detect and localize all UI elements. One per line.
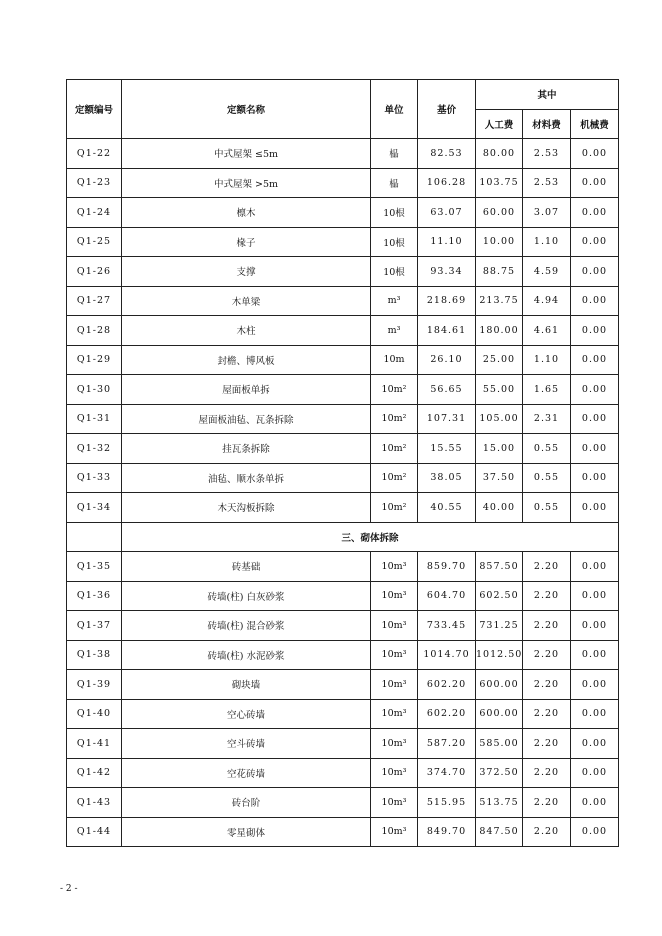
row-name: 砖基础 <box>122 552 371 582</box>
section-title: 三、砌体拆除 <box>122 522 619 552</box>
row-code: Q1-35 <box>67 552 122 582</box>
row-labor: 847.50 <box>476 817 523 847</box>
table-row <box>67 493 619 523</box>
row-labor: 88.75 <box>476 257 523 287</box>
row-material: 2.53 <box>523 139 571 169</box>
row-unit: 榀 <box>371 168 418 198</box>
row-labor: 602.50 <box>476 581 523 611</box>
row-material: 4.94 <box>523 286 571 316</box>
row-labor: 213.75 <box>476 286 523 316</box>
row-name: 砖台阶 <box>122 788 371 818</box>
row-base-price: 587.20 <box>418 729 476 759</box>
row-name: 挂瓦条拆除 <box>122 434 371 464</box>
row-name: 木天沟板拆除 <box>122 493 371 523</box>
row-unit: 10m² <box>371 375 418 405</box>
row-machine: 0.00 <box>571 640 619 670</box>
table-row <box>67 758 619 788</box>
row-code: Q1-30 <box>67 375 122 405</box>
row-code: Q1-27 <box>67 286 122 316</box>
table-row <box>67 670 619 700</box>
row-machine: 0.00 <box>571 198 619 228</box>
table-row <box>67 552 619 582</box>
table-row <box>67 168 619 198</box>
row-code: Q1-43 <box>67 788 122 818</box>
row-name: 檩木 <box>122 198 371 228</box>
row-code: Q1-38 <box>67 640 122 670</box>
row-name: 椽子 <box>122 227 371 257</box>
row-material: 1.10 <box>523 345 571 375</box>
row-name: 中式屋架 >5m <box>122 168 371 198</box>
header-machine: 机械费 <box>571 109 619 139</box>
row-machine: 0.00 <box>571 817 619 847</box>
row-code: Q1-22 <box>67 139 122 169</box>
row-machine: 0.00 <box>571 227 619 257</box>
row-code: Q1-41 <box>67 729 122 759</box>
table-row <box>67 257 619 287</box>
row-unit: 10m³ <box>371 699 418 729</box>
row-name: 木柱 <box>122 316 371 346</box>
row-material: 2.20 <box>523 552 571 582</box>
row-labor: 180.00 <box>476 316 523 346</box>
row-name: 空花砖墙 <box>122 758 371 788</box>
row-material: 3.07 <box>523 198 571 228</box>
row-labor: 15.00 <box>476 434 523 464</box>
row-name: 砌块墙 <box>122 670 371 700</box>
row-code: Q1-26 <box>67 257 122 287</box>
row-machine: 0.00 <box>571 345 619 375</box>
row-material: 0.55 <box>523 493 571 523</box>
row-base-price: 374.70 <box>418 758 476 788</box>
row-material: 2.20 <box>523 581 571 611</box>
header-of-which: 其中 <box>476 80 619 110</box>
table-row <box>67 788 619 818</box>
row-unit: 10m³ <box>371 640 418 670</box>
table-row <box>67 345 619 375</box>
row-unit: 10m³ <box>371 758 418 788</box>
row-base-price: 849.70 <box>418 817 476 847</box>
row-machine: 0.00 <box>571 168 619 198</box>
row-unit: 10m <box>371 345 418 375</box>
row-unit: 10m³ <box>371 817 418 847</box>
header-base-price: 基价 <box>418 80 476 139</box>
row-labor: 513.75 <box>476 788 523 818</box>
row-base-price: 1014.70 <box>418 640 476 670</box>
row-material: 1.10 <box>523 227 571 257</box>
row-machine: 0.00 <box>571 434 619 464</box>
row-code: Q1-44 <box>67 817 122 847</box>
row-unit: 10根 <box>371 257 418 287</box>
row-machine: 0.00 <box>571 463 619 493</box>
row-material: 2.20 <box>523 611 571 641</box>
row-unit: 10根 <box>371 198 418 228</box>
table-row <box>67 375 619 405</box>
row-machine: 0.00 <box>571 493 619 523</box>
row-labor: 55.00 <box>476 375 523 405</box>
row-name: 屋面板油毡、瓦条拆除 <box>122 404 371 434</box>
table-row <box>67 817 619 847</box>
row-code: Q1-24 <box>67 198 122 228</box>
table-row <box>67 434 619 464</box>
row-code: Q1-25 <box>67 227 122 257</box>
row-labor: 10.00 <box>476 227 523 257</box>
row-code: Q1-31 <box>67 404 122 434</box>
row-base-price: 11.10 <box>418 227 476 257</box>
row-labor: 80.00 <box>476 139 523 169</box>
row-name: 零星砌体 <box>122 817 371 847</box>
row-machine: 0.00 <box>571 788 619 818</box>
row-labor: 600.00 <box>476 699 523 729</box>
row-machine: 0.00 <box>571 670 619 700</box>
row-unit: m³ <box>371 316 418 346</box>
section-code-cell <box>67 522 122 552</box>
row-unit: 榀 <box>371 139 418 169</box>
row-base-price: 602.20 <box>418 670 476 700</box>
table-row <box>67 227 619 257</box>
row-name: 空斗砖墙 <box>122 729 371 759</box>
row-name: 空心砖墙 <box>122 699 371 729</box>
table-row <box>67 640 619 670</box>
row-unit: 10m³ <box>371 581 418 611</box>
row-name: 木单梁 <box>122 286 371 316</box>
row-labor: 731.25 <box>476 611 523 641</box>
row-machine: 0.00 <box>571 699 619 729</box>
row-unit: 10m² <box>371 463 418 493</box>
row-base-price: 56.65 <box>418 375 476 405</box>
row-machine: 0.00 <box>571 729 619 759</box>
row-labor: 600.00 <box>476 670 523 700</box>
row-material: 2.20 <box>523 699 571 729</box>
row-base-price: 38.05 <box>418 463 476 493</box>
table-row <box>67 729 619 759</box>
row-base-price: 107.31 <box>418 404 476 434</box>
row-unit: 10根 <box>371 227 418 257</box>
row-machine: 0.00 <box>571 316 619 346</box>
row-name: 砖墙(柱) 水泥砂浆 <box>122 640 371 670</box>
row-code: Q1-40 <box>67 699 122 729</box>
row-labor: 37.50 <box>476 463 523 493</box>
row-machine: 0.00 <box>571 139 619 169</box>
row-base-price: 63.07 <box>418 198 476 228</box>
table-row <box>67 404 619 434</box>
row-labor: 372.50 <box>476 758 523 788</box>
row-labor: 857.50 <box>476 552 523 582</box>
row-machine: 0.00 <box>571 581 619 611</box>
table-body <box>67 139 619 847</box>
row-machine: 0.00 <box>571 375 619 405</box>
row-code: Q1-36 <box>67 581 122 611</box>
row-material: 2.20 <box>523 729 571 759</box>
row-unit: 10m² <box>371 434 418 464</box>
row-material: 2.20 <box>523 817 571 847</box>
row-name: 屋面板单拆 <box>122 375 371 405</box>
row-base-price: 218.69 <box>418 286 476 316</box>
header-name: 定额名称 <box>122 80 371 139</box>
row-machine: 0.00 <box>571 404 619 434</box>
row-unit: 10m³ <box>371 788 418 818</box>
row-code: Q1-33 <box>67 463 122 493</box>
table-row <box>67 699 619 729</box>
row-code: Q1-23 <box>67 168 122 198</box>
row-machine: 0.00 <box>571 286 619 316</box>
row-base-price: 106.28 <box>418 168 476 198</box>
row-code: Q1-32 <box>67 434 122 464</box>
header-material: 材料费 <box>523 109 571 139</box>
table-row <box>67 463 619 493</box>
row-labor: 25.00 <box>476 345 523 375</box>
table-row <box>67 139 619 169</box>
row-material: 4.59 <box>523 257 571 287</box>
row-machine: 0.00 <box>571 552 619 582</box>
row-labor: 103.75 <box>476 168 523 198</box>
header-unit: 单位 <box>371 80 418 139</box>
row-name: 支撑 <box>122 257 371 287</box>
row-labor: 585.00 <box>476 729 523 759</box>
row-labor: 40.00 <box>476 493 523 523</box>
row-base-price: 93.34 <box>418 257 476 287</box>
row-name: 油毡、顺水条单拆 <box>122 463 371 493</box>
row-code: Q1-34 <box>67 493 122 523</box>
row-code: Q1-29 <box>67 345 122 375</box>
row-unit: 10m² <box>371 404 418 434</box>
row-material: 4.61 <box>523 316 571 346</box>
row-material: 0.55 <box>523 463 571 493</box>
row-base-price: 733.45 <box>418 611 476 641</box>
row-material: 2.20 <box>523 758 571 788</box>
section-row <box>67 522 619 552</box>
row-material: 2.31 <box>523 404 571 434</box>
row-base-price: 40.55 <box>418 493 476 523</box>
row-name: 中式屋架 ≤5m <box>122 139 371 169</box>
row-base-price: 515.95 <box>418 788 476 818</box>
row-unit: 10m² <box>371 493 418 523</box>
row-material: 2.20 <box>523 640 571 670</box>
row-labor: 105.00 <box>476 404 523 434</box>
row-name: 砖墙(柱) 混合砂浆 <box>122 611 371 641</box>
table-header <box>67 80 619 139</box>
header-code: 定额编号 <box>67 80 122 139</box>
row-base-price: 82.53 <box>418 139 476 169</box>
row-material: 2.53 <box>523 168 571 198</box>
row-base-price: 26.10 <box>418 345 476 375</box>
row-code: Q1-28 <box>67 316 122 346</box>
row-name: 封檐、博风板 <box>122 345 371 375</box>
row-code: Q1-42 <box>67 758 122 788</box>
quota-table <box>66 79 619 847</box>
row-material: 1.65 <box>523 375 571 405</box>
row-machine: 0.00 <box>571 758 619 788</box>
row-unit: 10m³ <box>371 670 418 700</box>
table-row <box>67 316 619 346</box>
page-number: - 2 - <box>60 884 78 894</box>
table-row <box>67 581 619 611</box>
row-labor: 60.00 <box>476 198 523 228</box>
row-name: 砖墙(柱) 白灰砂浆 <box>122 581 371 611</box>
row-machine: 0.00 <box>571 611 619 641</box>
table-row <box>67 198 619 228</box>
row-unit: 10m³ <box>371 552 418 582</box>
table-row <box>67 611 619 641</box>
table-row <box>67 286 619 316</box>
header-labor: 人工费 <box>476 109 523 139</box>
row-material: 2.20 <box>523 788 571 818</box>
row-base-price: 604.70 <box>418 581 476 611</box>
row-machine: 0.00 <box>571 257 619 287</box>
row-material: 0.55 <box>523 434 571 464</box>
row-base-price: 184.61 <box>418 316 476 346</box>
row-base-price: 859.70 <box>418 552 476 582</box>
row-base-price: 602.20 <box>418 699 476 729</box>
row-unit: m³ <box>371 286 418 316</box>
row-unit: 10m³ <box>371 729 418 759</box>
row-unit: 10m³ <box>371 611 418 641</box>
row-base-price: 15.55 <box>418 434 476 464</box>
row-material: 2.20 <box>523 670 571 700</box>
row-labor: 1012.50 <box>476 640 523 670</box>
row-code: Q1-37 <box>67 611 122 641</box>
row-code: Q1-39 <box>67 670 122 700</box>
